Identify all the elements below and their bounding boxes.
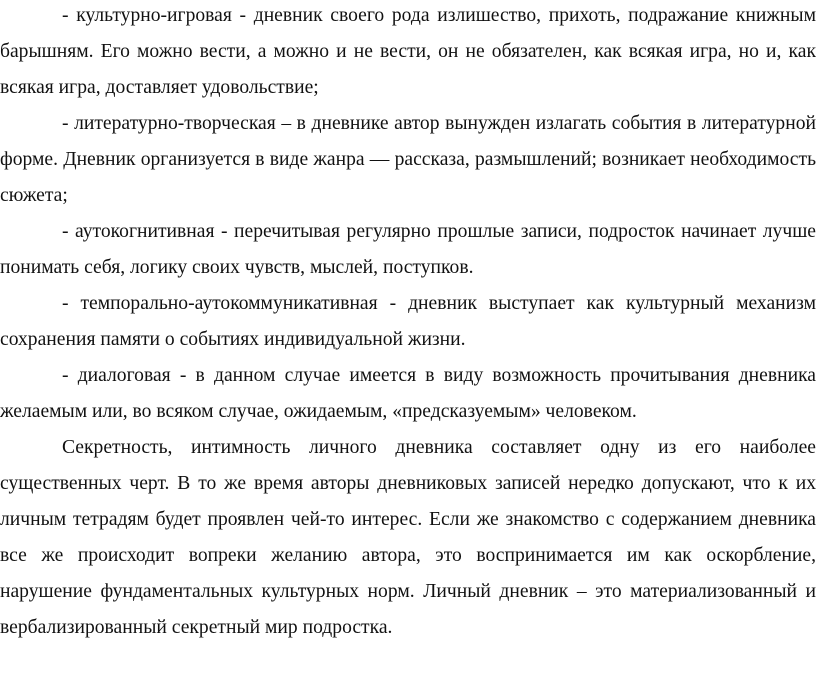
paragraph-cultural-game-function: - культурно-игровая - дневник своего рода излишество, прихоть, подражание книжным барышням. Его можно вести, а можно и не вести, он не обязателен, как всякая игра, но и, как всякая игра, доставляет удовольствие; <box>0 5 816 98</box>
paragraph-dialogue-function: - диалоговая - в данном случае имеется в виду возможность прочитывания дневника желаемым или, во всяком случае, ожидаемым, «предсказуемым» человеком. <box>0 365 816 422</box>
paragraph-autocognitive-function: - аутокогнитивная - перечитывая регулярно прошлые записи, подросток начинает лучше понимать себя, логику своих чувств, мыслей, поступков. <box>0 221 816 278</box>
paragraph-temporal-autocommunicative-function: - темпорально-аутокоммуникативная - дневник выступает как культурный механизм сохранения памяти о событиях индивидуальной жизни. <box>0 293 816 350</box>
paragraph-secrecy: Секретность, интимность личного дневника составляет одну из его наиболее существенных черт. В то же время авторы дневниковых записей нередко допускают, что к их личным тетрадям будет проявлен чей-то интерес. Если же знакомство с содержанием дневника все же происходит вопреки желанию автора, это воспринимается им как оскорбление, нарушение фундаментальных культурных норм. Личный дневник – это материализованный и вербализированный секретный мир подростка. <box>0 437 816 638</box>
paragraph-literary-creative-function: - литературно-творческая – в дневнике автор вынужден излагать события в литературной форме. Дневник организуется в виде жанра — рассказа, размышлений; возникает необходимость сюжета; <box>0 113 816 206</box>
